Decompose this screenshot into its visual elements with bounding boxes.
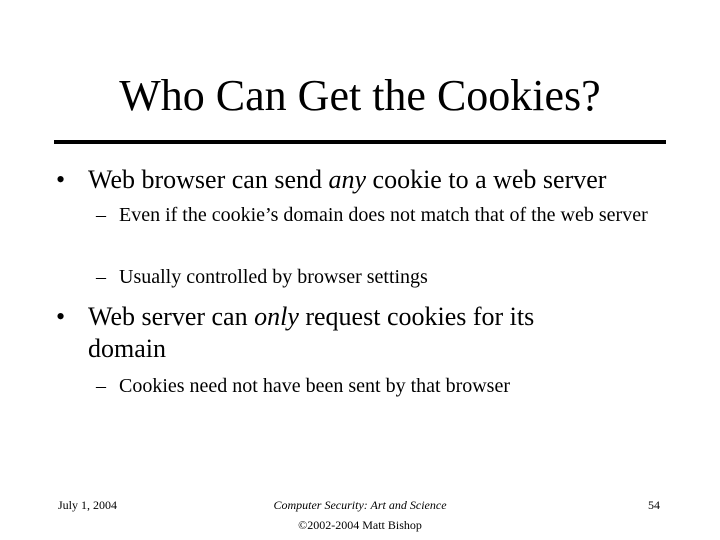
footer-book-title: Computer Security: Art and Science: [273, 498, 447, 512]
bullet-1-sub-2-text: Usually controlled by browser settings: [119, 266, 428, 288]
bullet-1: [56, 164, 666, 196]
bullet-2-sub-1-marker: –: [96, 375, 106, 397]
slide-title: Who Can Get the Cookies?: [119, 71, 601, 120]
bullet-2: [56, 301, 666, 365]
bullet-1-sub-1: [96, 203, 666, 227]
bullet-1-sub-1-text: Even if the cookie’s domain does not match that of the web server: [119, 204, 648, 226]
footer-date: July 1, 2004: [58, 498, 118, 512]
bullet-1-sub-2-marker: –: [96, 266, 106, 288]
bullet-2-text: [88, 301, 588, 365]
bullet-2-marker: •: [56, 302, 66, 331]
bullet-1-text-emphasis: any: [328, 165, 367, 194]
bullet-1-text-pre: Web browser can send: [88, 165, 329, 194]
bullet-2-text-emphasis: only: [254, 302, 299, 331]
bullet-1-text-post: cookie to a web server: [366, 165, 607, 194]
bullet-2-text-pre: Web server can: [88, 302, 255, 331]
bullet-1-sub-1-marker: –: [96, 204, 106, 226]
bullet-2-text-post: request cookies for its domain: [88, 302, 535, 363]
bullet-1-text: [88, 164, 666, 196]
bullet-1-marker: •: [56, 165, 66, 194]
footer-center: [210, 495, 510, 535]
bullet-2-sub-1: [96, 374, 666, 398]
bullet-2-sub-1-text: Cookies need not have been sent by that browser: [119, 375, 511, 397]
bullet-1-sub-2: [96, 265, 666, 289]
footer-page-number: 54: [648, 498, 660, 512]
footer-copyright: ©2002-2004 Matt Bishop: [298, 518, 422, 532]
title-divider: [54, 140, 666, 144]
